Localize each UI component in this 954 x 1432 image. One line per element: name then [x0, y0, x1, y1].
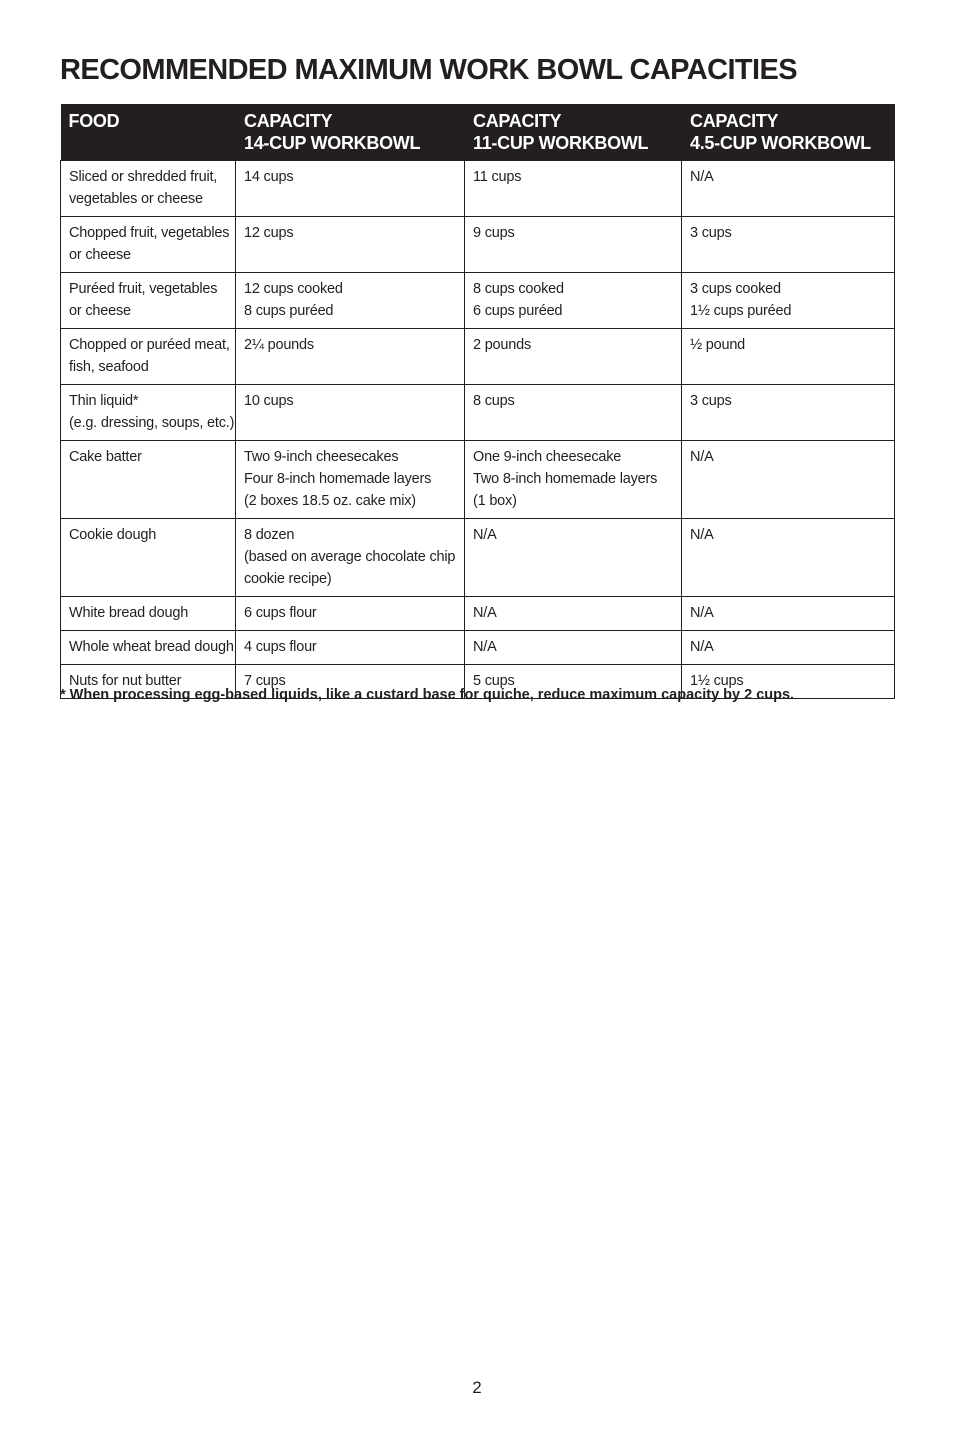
cell-food — [61, 597, 236, 631]
cell-line: Whole wheat bread dough — [69, 639, 234, 655]
cell-line: 12 cups — [244, 225, 294, 241]
cell-capacity-4-5-cup — [682, 441, 895, 519]
cell-line: 11 cups — [473, 169, 522, 185]
cell-line: Cookie dough — [69, 527, 157, 543]
cell-line: 2¼ pounds — [244, 337, 314, 353]
cell-line: 14 cups — [244, 169, 294, 185]
cell-line: 4 cups flour — [244, 639, 317, 655]
header-line: 4.5-CUP WORKBOWL — [690, 133, 871, 153]
cell-line: (based on average chocolate chip — [244, 549, 456, 565]
cell-capacity-14-cup — [236, 273, 465, 329]
cell-line: 1½ cups puréed — [690, 303, 792, 319]
header-line: 14-CUP WORKBOWL — [244, 133, 421, 153]
header-food — [61, 104, 236, 161]
cell-capacity-11-cup — [465, 217, 682, 273]
cell-line: or cheese — [69, 303, 131, 319]
cell-line: Nuts for nut butter — [69, 673, 182, 689]
cell-capacity-11-cup — [465, 385, 682, 441]
cell-line: cookie recipe) — [244, 571, 332, 587]
cell-line: N/A — [473, 527, 497, 543]
cell-line: 2 pounds — [473, 337, 532, 353]
cell-capacity-14-cup — [236, 385, 465, 441]
cell-line: 3 cups — [690, 225, 732, 241]
cell-food — [61, 217, 236, 273]
cell-line: 3 cups cooked — [690, 281, 781, 297]
cell-line: 9 cups — [473, 225, 515, 241]
table-row — [61, 441, 895, 519]
cell-capacity-11-cup — [465, 273, 682, 329]
table-row — [61, 217, 895, 273]
table-row — [61, 385, 895, 441]
header-capacity-11-cup — [465, 104, 682, 161]
header-line: CAPACITY — [244, 111, 333, 131]
table-row — [61, 519, 895, 597]
cell-line: 12 cups cooked — [244, 281, 343, 297]
header-capacity-4-5-cup — [682, 104, 895, 161]
cell-capacity-4-5-cup — [682, 385, 895, 441]
cell-food — [61, 385, 236, 441]
cell-capacity-4-5-cup — [682, 597, 895, 631]
cell-capacity-14-cup — [236, 329, 465, 385]
table-row — [61, 161, 895, 217]
cell-capacity-11-cup — [465, 597, 682, 631]
cell-line: N/A — [690, 639, 714, 655]
page-number: 2 — [472, 1378, 482, 1397]
cell-line: Cake batter — [69, 449, 142, 465]
cell-capacity-11-cup — [465, 519, 682, 597]
cell-line: 7 cups — [244, 673, 286, 689]
header-line: CAPACITY — [473, 111, 562, 131]
cell-line: (2 boxes 18.5 oz. cake mix) — [244, 493, 416, 509]
cell-line: 6 cups puréed — [473, 303, 563, 319]
cell-food — [61, 329, 236, 385]
header-capacity-14-cup — [236, 104, 465, 161]
header-line: CAPACITY — [690, 111, 779, 131]
cell-line: or cheese — [69, 247, 131, 263]
cell-food — [61, 273, 236, 329]
cell-line: One 9-inch cheesecake — [473, 449, 622, 465]
table-row — [61, 597, 895, 631]
cell-capacity-4-5-cup — [682, 217, 895, 273]
capacities-table — [60, 104, 895, 699]
cell-capacity-4-5-cup — [682, 631, 895, 665]
cell-capacity-14-cup — [236, 519, 465, 597]
cell-capacity-4-5-cup — [682, 273, 895, 329]
cell-line: Chopped fruit, vegetables — [69, 225, 230, 241]
cell-food — [61, 161, 236, 217]
table-body — [61, 161, 895, 699]
table-row — [61, 329, 895, 385]
cell-line: 6 cups flour — [244, 605, 317, 621]
footnote: * When processing egg-based liquids, like a custard base for quiche, reduce maximum capacity by 2 cups. — [60, 687, 795, 703]
cell-line: Thin liquid* — [69, 393, 139, 409]
cell-line: Puréed fruit, vegetables — [69, 281, 218, 297]
cell-line: N/A — [690, 449, 714, 465]
header-line: 11-CUP WORKBOWL — [473, 133, 649, 153]
cell-line: Sliced or shredded fruit, — [69, 169, 218, 185]
cell-line: N/A — [690, 605, 714, 621]
cell-capacity-11-cup — [465, 441, 682, 519]
cell-capacity-14-cup — [236, 161, 465, 217]
cell-line: 8 dozen — [244, 527, 295, 543]
cell-capacity-4-5-cup — [682, 329, 895, 385]
cell-food — [61, 519, 236, 597]
cell-capacity-14-cup — [236, 597, 465, 631]
cell-line: N/A — [690, 527, 714, 543]
cell-line: 8 cups — [473, 393, 515, 409]
cell-line: ½ pound — [690, 337, 746, 353]
table-row — [61, 273, 895, 329]
cell-line: 1½ cups — [690, 673, 744, 689]
cell-capacity-14-cup — [236, 441, 465, 519]
cell-line: (e.g. dressing, soups, etc.) — [69, 415, 235, 431]
table-row — [61, 631, 895, 665]
cell-capacity-14-cup — [236, 631, 465, 665]
cell-capacity-4-5-cup — [682, 161, 895, 217]
cell-capacity-11-cup — [465, 329, 682, 385]
cell-line: N/A — [473, 639, 497, 655]
cell-line: Four 8-inch homemade layers — [244, 471, 432, 487]
table-header-row — [61, 104, 895, 161]
cell-line: fish, seafood — [69, 359, 149, 375]
cell-capacity-11-cup — [465, 631, 682, 665]
cell-food — [61, 631, 236, 665]
cell-line: N/A — [690, 169, 714, 185]
cell-food — [61, 441, 236, 519]
cell-line: vegetables or cheese — [69, 191, 203, 207]
cell-line: (1 box) — [473, 493, 517, 509]
cell-capacity-4-5-cup — [682, 519, 895, 597]
cell-capacity-14-cup — [236, 217, 465, 273]
cell-line: 8 cups puréed — [244, 303, 334, 319]
cell-line: White bread dough — [69, 605, 189, 621]
cell-line: 5 cups — [473, 673, 515, 689]
page-title: RECOMMENDED MAXIMUM WORK BOWL CAPACITIES — [60, 54, 797, 86]
cell-capacity-11-cup — [465, 161, 682, 217]
cell-line: N/A — [473, 605, 497, 621]
header-line: FOOD — [68, 111, 120, 131]
cell-line: 8 cups cooked — [473, 281, 564, 297]
cell-line: Two 8-inch homemade layers — [473, 471, 658, 487]
cell-line: Chopped or puréed meat, — [69, 337, 230, 353]
cell-line: 3 cups — [690, 393, 732, 409]
cell-line: Two 9-inch cheesecakes — [244, 449, 399, 465]
cell-line: 10 cups — [244, 393, 294, 409]
